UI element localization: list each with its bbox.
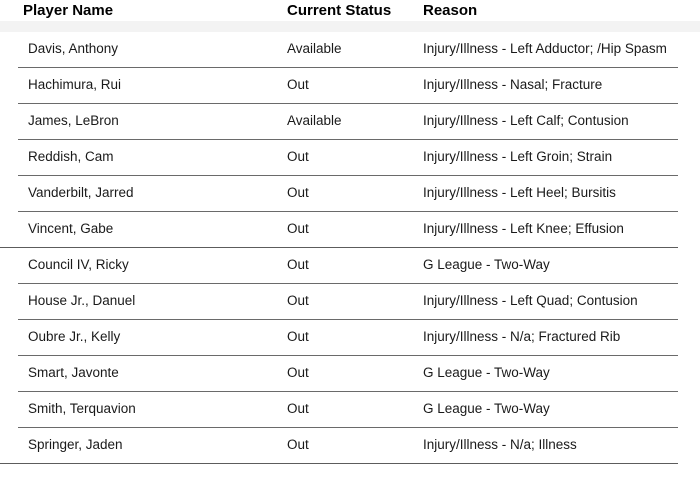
status-cell: Out [287,293,309,309]
table-row [0,392,700,427]
column-header-player-name: Player Name [23,2,114,19]
table-row [0,140,700,175]
reason-cell: G League - Two-Way [423,401,550,417]
column-header-current-status: Current Status [287,2,392,19]
table-row [0,32,700,67]
player-name-cell: Council IV, Ricky [28,257,129,273]
player-name-cell: Hachimura, Rui [28,77,122,93]
reason-cell: Injury/Illness - Left Adductor; /Hip Spasm [423,41,667,57]
reason-cell: Injury/Illness - Left Knee; Effusion [423,221,624,237]
reason-cell: G League - Two-Way [423,257,550,273]
table-row [0,320,700,355]
reason-cell: Injury/Illness - Left Heel; Bursitis [423,185,616,201]
player-name-cell: Smith, Terquavion [28,401,136,417]
player-name-cell: Oubre Jr., Kelly [28,329,121,345]
table-row [0,356,700,391]
table-row [0,428,700,463]
status-cell: Out [287,221,309,237]
status-cell: Out [287,257,309,273]
reason-cell: G League - Two-Way [423,365,550,381]
table-row [0,212,700,247]
player-name-cell: Vanderbilt, Jarred [28,185,134,201]
status-cell: Out [287,149,309,165]
status-cell: Out [287,329,309,345]
reason-cell: Injury/Illness - Left Quad; Contusion [423,293,638,309]
player-name-cell: James, LeBron [28,113,119,129]
player-name-cell: Smart, Javonte [28,365,119,381]
status-cell: Out [287,437,309,453]
status-cell: Available [287,113,342,129]
reason-cell: Injury/Illness - Nasal; Fracture [423,77,603,93]
table-row [0,176,700,211]
reason-cell: Injury/Illness - N/a; Illness [423,437,577,453]
reason-cell: Injury/Illness - Left Groin; Strain [423,149,613,165]
section-divider [0,463,678,465]
player-name-cell: Reddish, Cam [28,149,114,165]
reason-cell: Injury/Illness - Left Calf; Contusion [423,113,629,129]
status-cell: Out [287,185,309,201]
table-header-row [0,0,700,21]
status-cell: Out [287,77,309,93]
column-header-reason: Reason [423,2,478,19]
player-name-cell: Davis, Anthony [28,41,119,57]
table-row [0,104,700,139]
status-cell: Out [287,401,309,417]
header-underline-band [0,21,700,32]
status-cell: Out [287,365,309,381]
player-name-cell: House Jr., Danuel [28,293,136,309]
player-name-cell: Vincent, Gabe [28,221,114,237]
player-name-cell: Springer, Jaden [28,437,123,453]
table-body [0,32,700,464]
table-row [0,68,700,103]
table-row [0,284,700,319]
reason-cell: Injury/Illness - N/a; Fractured Rib [423,329,621,345]
status-cell: Available [287,41,342,57]
table-row [0,248,700,283]
